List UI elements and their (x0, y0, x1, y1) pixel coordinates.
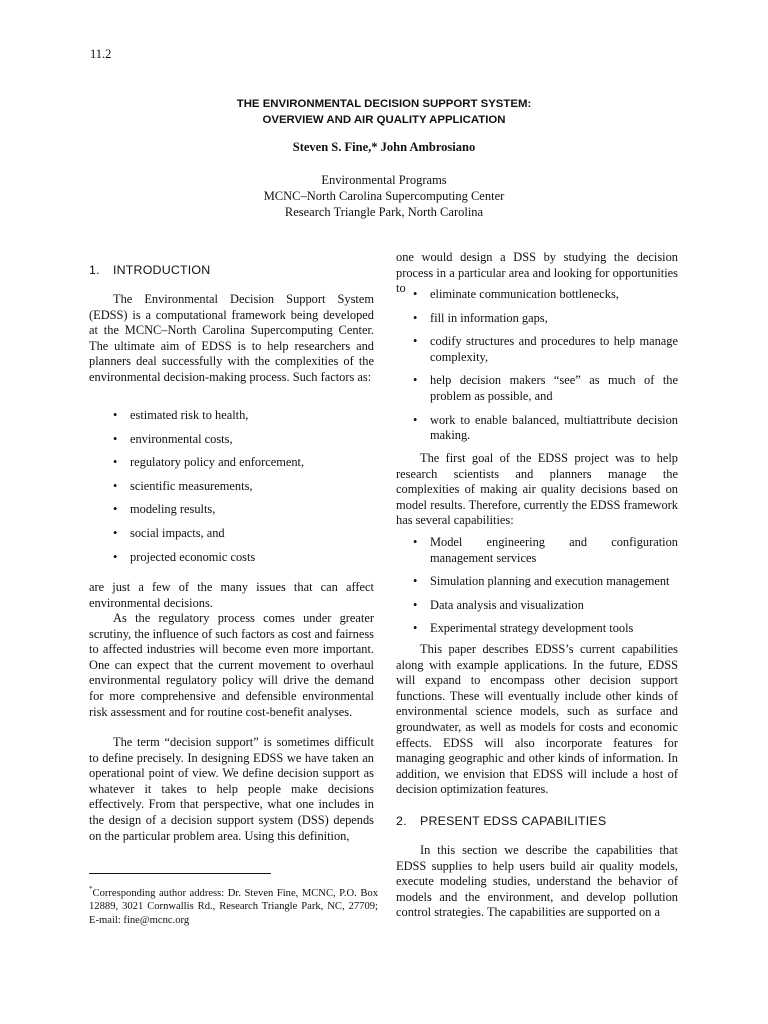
bullet-icon: • (413, 412, 418, 427)
list-item: • Experimental strategy development tools (413, 621, 634, 636)
section2-paragraph-1: In this section we describe the capabilities that EDSS supplies to help users build air quality models, execute modeling studies, understand the behavior of models and the environment, and develop pollution control strategies. The capabilities are supported on a (396, 843, 678, 920)
footnote-marker: * (89, 885, 93, 893)
page-number: 11.2 (90, 47, 112, 61)
affiliation-line: MCNC–North Carolina Supercomputing Center (263, 189, 505, 203)
list-item: • Data analysis and visualization (413, 597, 584, 612)
list-item: • estimated risk to health, (113, 408, 249, 422)
bullet-icon: • (113, 502, 118, 517)
bullet-icon: • (113, 455, 118, 470)
section-title: PRESENT EDSS CAPABILITIES (420, 814, 607, 828)
section-heading-introduction (89, 263, 210, 279)
bullet-icon: • (113, 549, 118, 564)
list-item: • Model engineering and configuration management services (413, 535, 678, 565)
list-item: • modeling results, (113, 502, 216, 517)
list-item: • eliminate communication bottlenecks, (413, 287, 619, 301)
paper-title (0, 96, 768, 128)
opportunities-list (413, 287, 678, 452)
bullet-icon: • (413, 621, 418, 636)
section-number: 2. (396, 814, 407, 828)
bullet-icon: • (113, 431, 118, 446)
bullet-icon: • (413, 334, 418, 349)
affiliation (0, 172, 768, 220)
capabilities-list (413, 535, 678, 645)
right-paragraph-3: This paper describes EDSS’s current capabilities along with example applications. In the future, EDSS will expand to encompass other decision support functions. These will eventually include other kinds of environmental science models, such as surface and groundwater, as well as models for costs and economic effects. EDSS will also incorporate features for managing geographic and other kinds of information. In addition, we envision that EDSS will include a host of decision optimization features. (396, 642, 678, 797)
section-heading-present-capabilities (396, 814, 606, 830)
bullet-icon: • (413, 535, 418, 549)
factors-list (113, 408, 375, 573)
intro-paragraph-2: are just a few of the many issues that can affect environmental decisions. (89, 580, 374, 610)
list-item: • fill in information gaps, (413, 310, 548, 325)
list-item: • scientific measurements, (113, 478, 253, 493)
right-paragraph-1: one would design a DSS by studying the decision process in a particular area and looking for opportunities to (396, 250, 678, 296)
section-title: INTRODUCTION (113, 263, 211, 277)
footnote-text: Corresponding author address: Dr. Steven Fine, MCNC, P.O. Box 12889, 3021 Cornwallis Rd., Research Triangle Park, NC, 27709; E-mail: fine@mcnc.org (89, 888, 378, 926)
bullet-icon: • (113, 525, 118, 540)
affiliation-line: Research Triangle Park, North Carolina (284, 205, 484, 219)
list-item: • help decision makers “see” as much of the problem as possible, and (413, 373, 678, 403)
list-item: • Simulation planning and execution management (413, 574, 670, 589)
list-item: • work to enable balanced, multiattribute decision making. (413, 412, 678, 443)
list-item: • regulatory policy and enforcement, (113, 455, 305, 470)
footnote-divider (89, 873, 271, 874)
bullet-icon: • (413, 373, 418, 388)
list-item: • environmental costs, (113, 431, 233, 446)
bullet-icon: • (413, 574, 418, 589)
footnote (89, 887, 378, 927)
bullet-icon: • (113, 408, 118, 422)
right-paragraph-2: The first goal of the EDSS project was to help research scientists and planners manage the complexities of making air quality decisions based on model results. Therefore, currently the EDSS framework has several capabilities: (396, 451, 678, 528)
list-item: • codify structures and procedures to help manage complexity, (413, 334, 678, 364)
list-item: • social impacts, and (113, 525, 225, 540)
section-number: 1. (89, 263, 100, 277)
bullet-icon: • (413, 310, 418, 325)
title-line-2: OVERVIEW AND AIR QUALITY APPLICATION (262, 114, 506, 126)
title-line-1: THE ENVIRONMENTAL DECISION SUPPORT SYSTEM: (236, 98, 532, 110)
bullet-icon: • (413, 287, 418, 301)
intro-paragraph-1: The Environmental Decision Support System (EDSS) is a computational framework being developed at the MCNC–North Carolina Supercomputing Center. The ultimate aim of EDSS is to help researchers and planners deal successfully with the complexities of the environmental decision-making process. Such factors as: (89, 292, 374, 384)
list-item: • projected economic costs (113, 549, 256, 564)
author-list: Steven S. Fine,* John Ambrosiano (292, 140, 476, 154)
intro-paragraph-3: As the regulatory process comes under greater scrutiny, the influence of such factors as cost and fairness to affected industries will become even more important. One can expect that the current movement to overhaul environmental regulatory policy will drive the demand for more comprehensive and defensible environmental risk assessment and for routine cost-benefit analyses. (89, 611, 374, 719)
intro-paragraph-4: The term “decision support” is sometimes difficult to define precisely. In designing EDSS we have taken an operational point of view. We define decision support as whatever it takes to help people make decisions effectively. From that perspective, what one includes in the design of a decision support system (DSS) depends on the particular problem area. Using this definition, (89, 735, 374, 843)
bullet-icon: • (113, 478, 118, 493)
affiliation-line: Environmental Programs (321, 173, 447, 187)
bullet-icon: • (413, 597, 418, 612)
